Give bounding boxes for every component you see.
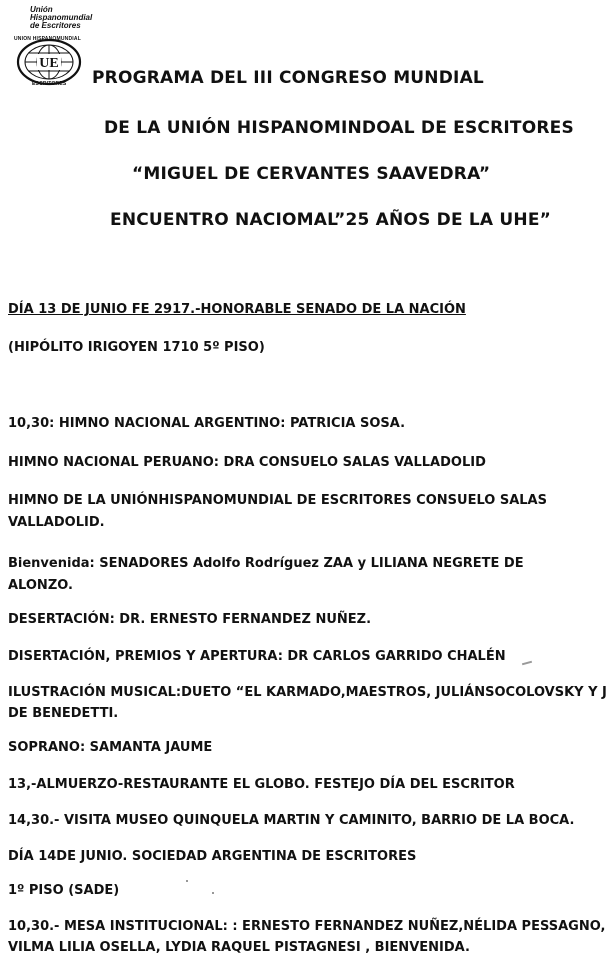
program-item-continued: DE BENEDETTI. xyxy=(8,706,119,721)
day1-heading: DÍA 13 DE JUNIO FE 2917.-HONORABLE SENADO DE LA NACIÓN xyxy=(8,302,466,317)
program-item: 10,30.- MESA INSTITUCIONAL: : ERNESTO FERNANDEZ NUÑEZ,NÉLIDA PESSAGNO, xyxy=(8,919,606,934)
program-item: 10,30: HIMNO NACIONAL ARGENTINO: PATRICIA SOSA. xyxy=(8,416,406,431)
program-item: DISERTACIÓN, PREMIOS Y APERTURA: DR CARLOS GARRIDO CHALÉN xyxy=(8,649,506,664)
program-item: HIMNO DE LA UNIÓNHISPANOMUNDIAL DE ESCRITORES CONSUELO SALAS xyxy=(8,493,547,508)
scan-speck xyxy=(212,892,214,894)
program-item: 14,30.- VISITA MUSEO QUINQUELA MARTIN Y CAMINITO, BARRIO DE LA BOCA. xyxy=(8,813,575,828)
logo-center-letters: UE xyxy=(39,56,59,71)
logo-arc-top: UNION HISPANOMUNDIAL xyxy=(14,36,81,42)
program-item: DESERTACIÓN: DR. ERNESTO FERNANDEZ NUÑEZ. xyxy=(8,612,372,627)
program-item: HIMNO NACIONAL PERUANO: DRA CONSUELO SALAS VALLADOLID xyxy=(8,455,486,470)
page-title-line-1: PROGRAMA DEL III CONGRESO MUNDIAL xyxy=(92,68,484,88)
logo-name-line: de Escritores xyxy=(30,21,81,30)
program-item-continued: VILMA LILIA OSELLA, LYDIA RAQUEL PISTAGNESI , BIENVENIDA. xyxy=(8,940,470,955)
page-title-line-2: DE LA UNIÓN HISPANOMINDOAL DE ESCRITORES xyxy=(104,118,574,138)
program-item: Bienvenida: SENADORES Adolfo Rodríguez ZAA y LILIANA NEGRETE DE xyxy=(8,556,524,571)
program-item: 1º PISO (SADE) xyxy=(8,883,120,898)
program-item-continued: VALLADOLID. xyxy=(8,515,105,530)
logo-name-line: Hispanomundial xyxy=(30,13,93,22)
program-item: DÍA 14DE JUNIO. SOCIEDAD ARGENTINA DE ESCRITORES xyxy=(8,849,417,864)
day1-address: (HIPÓLITO IRIGOYEN 1710 5º PISO) xyxy=(8,340,265,355)
logo-name xyxy=(30,6,92,30)
program-item: ILUSTRACIÓN MUSICAL:DUETO “EL KARMADO,MAESTROS, JULIÁNSOCOLOVSKY Y J xyxy=(8,685,607,700)
page-title-line-3: “MIGUEL DE CERVANTES SAAVEDRA” xyxy=(132,164,491,184)
scan-speck xyxy=(186,880,188,882)
page-title-line-4: ENCUENTRO NACIOMAL”25 AÑOS DE LA UHE” xyxy=(110,210,551,230)
logo-arc-bottom: ESCRITORES xyxy=(32,81,67,87)
program-item: SOPRANO: SAMANTA JAUME xyxy=(8,740,213,755)
program-item-continued: ALONZO. xyxy=(8,578,73,593)
program-item: 13,-ALMUERZO-RESTAURANTE EL GLOBO. FESTEJO DÍA DEL ESCRITOR xyxy=(8,777,515,792)
logo-name-line: Unión xyxy=(30,5,53,14)
